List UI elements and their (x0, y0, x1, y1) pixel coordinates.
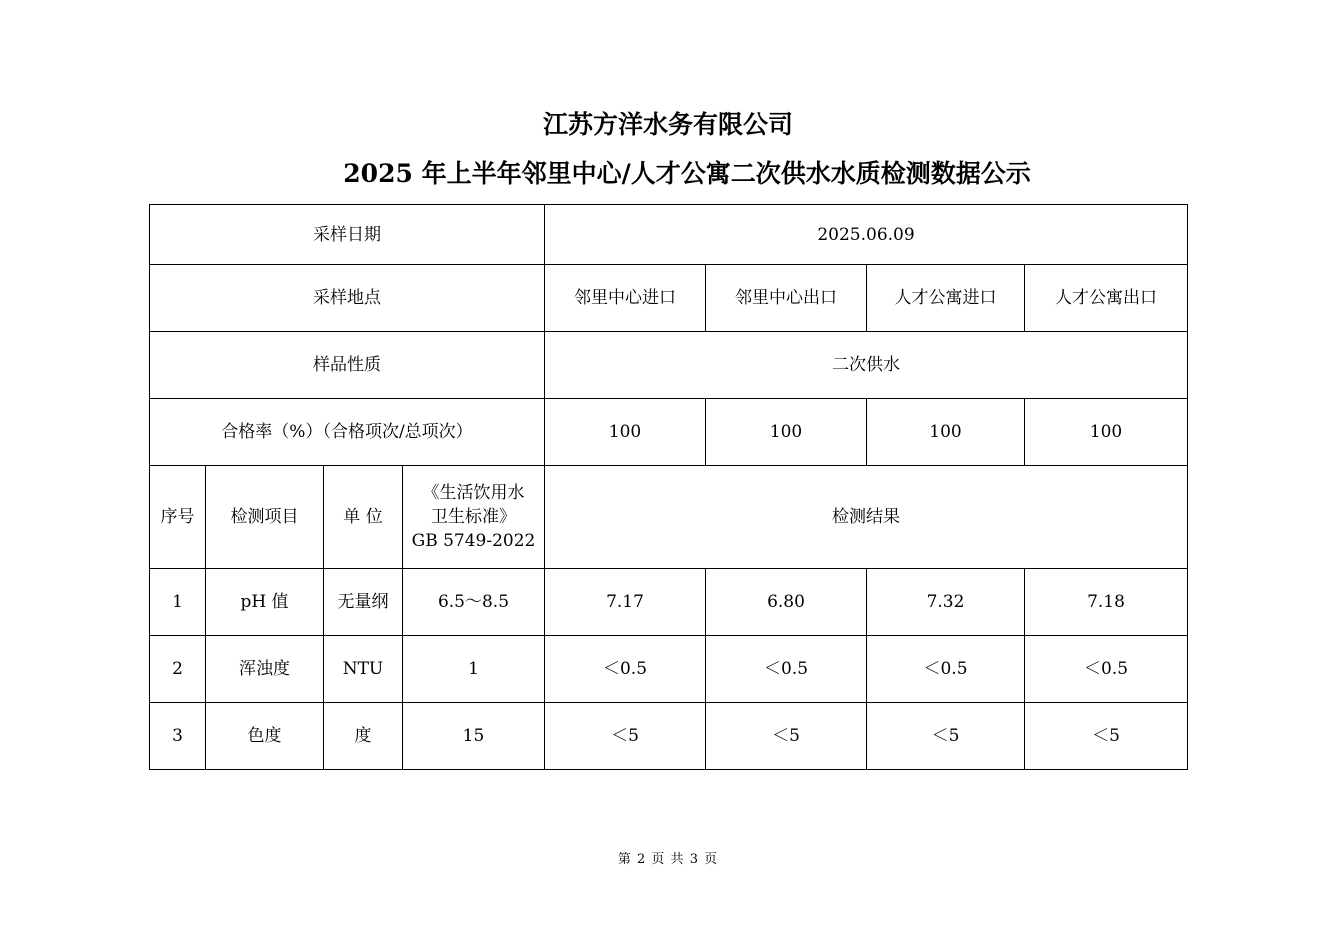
row-unit: 无量纲 (324, 569, 403, 636)
row-standard: 15 (403, 703, 545, 770)
pass-rate-cell: 100 (867, 399, 1025, 466)
row-item: 色度 (206, 703, 324, 770)
sample-type-row (150, 332, 1188, 399)
header-standard-line3: GB 5749-2022 (411, 531, 536, 551)
sampling-date-row (150, 205, 1188, 265)
sampling-date-label: 采样日期 (150, 205, 545, 265)
company-title: 江苏方洋水务有限公司 (542, 110, 793, 139)
location-cell: 人才公寓出口 (1025, 265, 1188, 332)
row-unit: NTU (324, 636, 403, 703)
pass-rate-label: 合格率（%）（合格项次/总项次） (150, 399, 545, 466)
row-index: 1 (150, 569, 206, 636)
row-result: 6.80 (706, 569, 867, 636)
header-standard-line2: 卫生标准》 (431, 507, 516, 527)
sampling-location-row (150, 265, 1188, 332)
row-result: ＜0.5 (867, 636, 1025, 703)
row-result: 7.32 (867, 569, 1025, 636)
row-item: pH 值 (206, 569, 324, 636)
row-result: ＜5 (1025, 703, 1188, 770)
pass-rate-row (150, 399, 1188, 466)
report-title: 2025 年上半年邻里中心/人才公寓二次供水水质检测数据公示 (343, 159, 1031, 188)
header-standard (403, 466, 545, 569)
pass-rate-cell: 100 (1025, 399, 1188, 466)
sample-type-label: 样品性质 (150, 332, 545, 399)
header-standard-line1: 《生活饮用水 (422, 483, 525, 503)
sampling-location-label: 采样地点 (150, 265, 545, 332)
row-result: ＜5 (545, 703, 706, 770)
header-results: 检测结果 (545, 466, 1188, 569)
row-result: 7.17 (545, 569, 706, 636)
row-result: ＜0.5 (1025, 636, 1188, 703)
row-result: ＜5 (706, 703, 867, 770)
row-result: ＜0.5 (545, 636, 706, 703)
header-unit: 单 位 (324, 466, 403, 569)
row-result: 7.18 (1025, 569, 1188, 636)
row-result: ＜0.5 (706, 636, 867, 703)
location-cell: 邻里中心进口 (545, 265, 706, 332)
row-result: ＜5 (867, 703, 1025, 770)
row-index: 2 (150, 636, 206, 703)
water-quality-table (149, 204, 1188, 770)
header-item: 检测项目 (206, 466, 324, 569)
pass-rate-cell: 100 (545, 399, 706, 466)
sampling-date-value: 2025.06.09 (545, 205, 1188, 265)
location-cell: 人才公寓进口 (867, 265, 1025, 332)
table-row (150, 636, 1188, 703)
pass-rate-cell: 100 (706, 399, 867, 466)
location-cell: 邻里中心出口 (706, 265, 867, 332)
row-index: 3 (150, 703, 206, 770)
row-unit: 度 (324, 703, 403, 770)
header-row (150, 466, 1188, 569)
row-standard: 1 (403, 636, 545, 703)
table-row (150, 703, 1188, 770)
table-row (150, 569, 1188, 636)
row-item: 浑浊度 (206, 636, 324, 703)
page-number-footer: 第 2 页 共 3 页 (617, 852, 719, 867)
sample-type-value: 二次供水 (545, 332, 1188, 399)
header-index: 序号 (150, 466, 206, 569)
row-standard: 6.5～8.5 (403, 569, 545, 636)
